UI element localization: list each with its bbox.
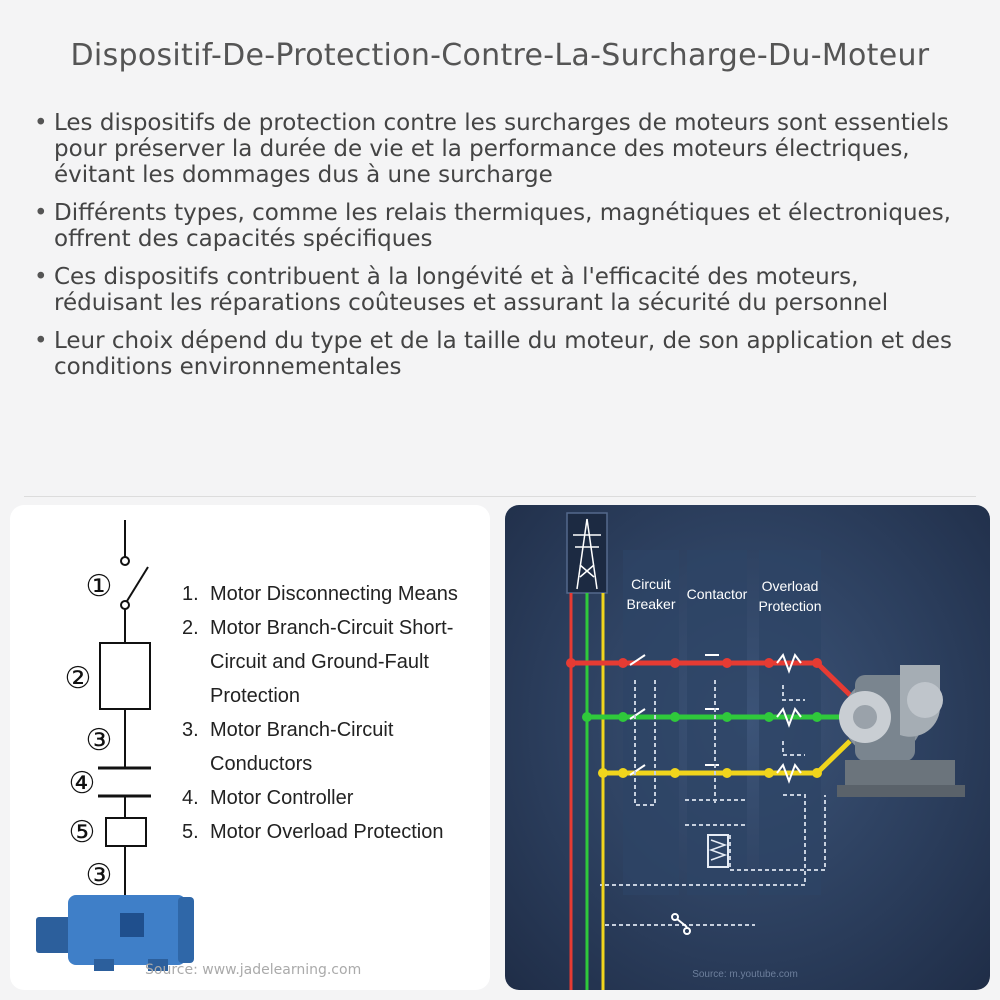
legend-item <box>182 611 482 713</box>
disconnect-switch-blade <box>127 567 148 601</box>
legend-item <box>182 577 482 611</box>
fuse-box <box>100 643 150 709</box>
bullet-text: Les dispositifs de protection contre les surcharges de moteurs sont essentiels pour préserver la durée de vie et la performance des moteurs électriques, évitant les dommages dus à une surcharge <box>54 110 949 188</box>
switch-contact <box>121 557 129 565</box>
marker-4: ④ <box>68 766 96 801</box>
bullet-marker: • <box>34 200 48 226</box>
control-switch-icon <box>672 914 690 934</box>
marker-2: ② <box>64 661 92 696</box>
three-phase-diagram-panel <box>505 505 990 990</box>
legend-text: Motor Controller <box>210 787 354 809</box>
legend-text: Motor Branch-Circuit Short-Circuit and Ground-Fault Protection <box>210 617 454 707</box>
three-phase-diagram <box>505 505 990 990</box>
legend-number: 4. <box>182 787 199 809</box>
transmission-tower-icon <box>567 513 607 593</box>
marker-3b: ③ <box>85 858 113 893</box>
marker-1: ① <box>85 569 113 604</box>
bullet-marker: • <box>34 328 48 354</box>
page-title: Dispositif-De-Protection-Contre-La-Surcharge-Du-Moteur <box>70 38 930 73</box>
bullet-text: Différents types, comme les relais thermiques, magnétiques et électroniques, offrent des capacités spécifiques <box>54 200 951 252</box>
bullet-item <box>34 328 974 380</box>
section-divider <box>24 496 976 497</box>
bullet-list <box>34 110 974 392</box>
legend-number: 5. <box>182 821 199 843</box>
col-label-overload-2: Protection <box>758 598 822 614</box>
legend-item <box>182 815 482 849</box>
bullet-item <box>34 110 974 188</box>
bullet-text: Ces dispositifs contribuent à la longévité et à l'efficacité des moteurs, réduisant les réparations coûteuses et assurant la sécurité du personnel <box>54 264 889 316</box>
legend-item <box>182 781 482 815</box>
bullet-item <box>34 264 974 316</box>
source-credit-left: Source: www.jadelearning.com <box>145 962 362 978</box>
legend-text: Motor Branch-Circuit Conductors <box>210 719 394 775</box>
legend-number: 2. <box>182 617 199 639</box>
col-label-breaker-1: Circuit <box>631 576 671 592</box>
legend-item <box>182 713 482 781</box>
legend-text: Motor Disconnecting Means <box>210 583 458 605</box>
marker-3: ③ <box>85 723 113 758</box>
overload-relay-box <box>106 818 146 846</box>
col-label-contactor: Contactor <box>686 586 748 602</box>
motor-circuit-diagram-panel <box>10 505 490 990</box>
legend-number: 3. <box>182 719 199 741</box>
legend-number: 1. <box>182 583 199 605</box>
component-legend <box>182 577 482 849</box>
bullet-marker: • <box>34 110 48 136</box>
motor-icon <box>36 895 194 971</box>
col-label-overload-1: Overload <box>761 578 819 594</box>
switch-contact <box>121 601 129 609</box>
legend-text: Motor Overload Protection <box>210 821 444 843</box>
marker-5: ⑤ <box>68 815 96 850</box>
bullet-text: Leur choix dépend du type et de la taille du moteur, de son application et des conditions environnementales <box>54 328 952 380</box>
col-label-breaker-2: Breaker <box>626 596 676 612</box>
bullet-item <box>34 200 974 252</box>
bullet-marker: • <box>34 264 48 290</box>
electric-motor-icon <box>837 665 965 797</box>
source-credit-right: Source: m.youtube.com <box>692 969 798 980</box>
